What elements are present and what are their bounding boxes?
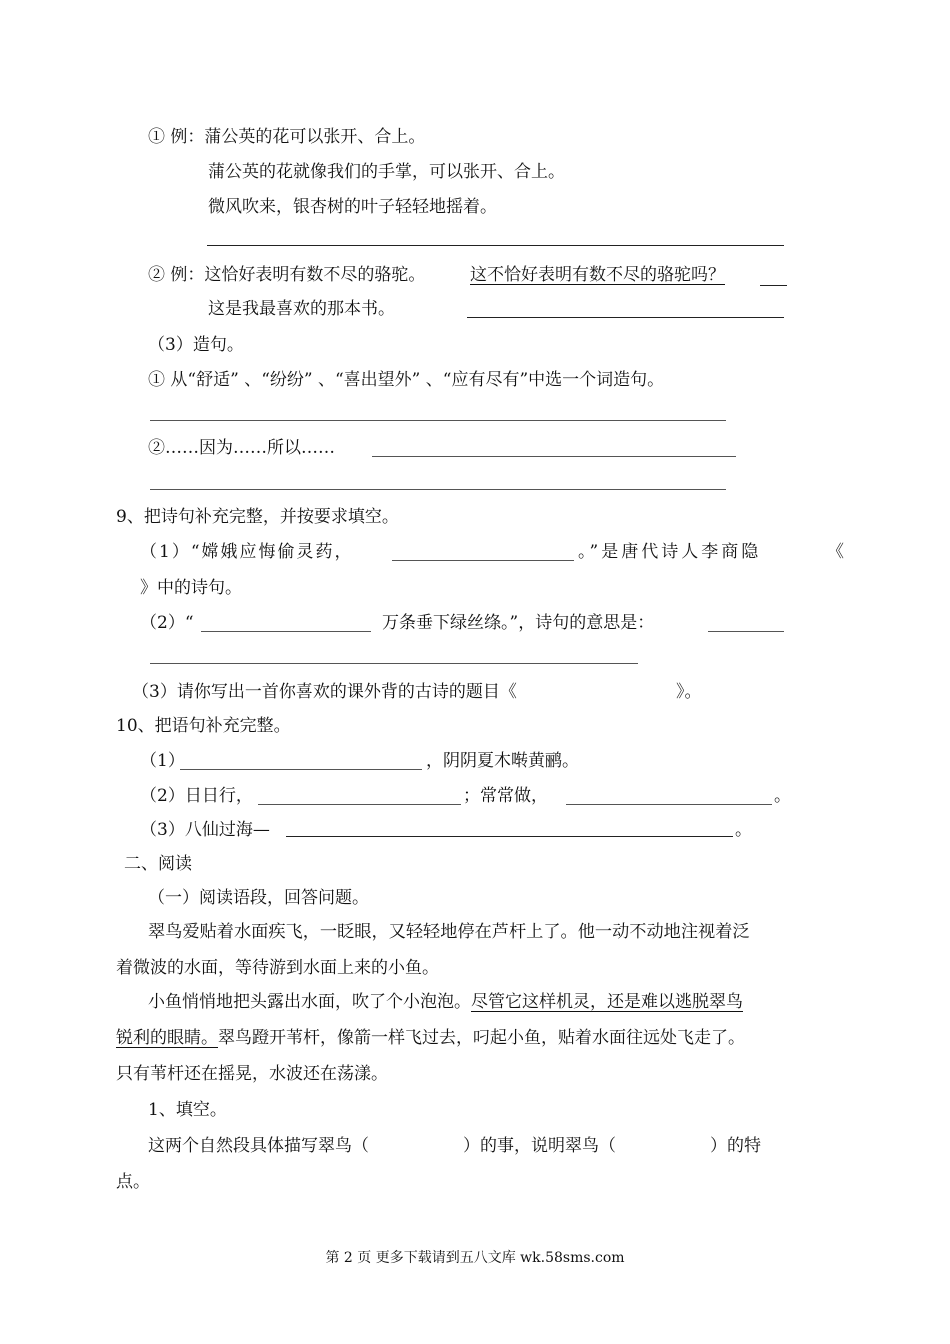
q8-s3-item2-answer-line[interactable] xyxy=(372,456,736,457)
q8-s2-prompt: 这是我最喜欢的那本书。 xyxy=(208,299,395,319)
q9-p2-a: （2）“ xyxy=(140,613,194,633)
q8-s3-item1-answer-line[interactable] xyxy=(150,420,726,421)
reading-p2-line1 xyxy=(148,991,743,1013)
q10-l2-a: （2）日日行， xyxy=(140,786,253,806)
reading-p2-underlined-end: 锐利的眼睛。 xyxy=(116,1028,218,1048)
reading-p1-line2: 着微波的水面，等待游到水面上来的小鱼。 xyxy=(116,958,439,978)
reading-q1-b: ）的事，说明翠鸟（ xyxy=(463,1136,616,1156)
reading-q1-d: 点。 xyxy=(116,1172,150,1192)
q10-l2-blank-2[interactable] xyxy=(566,804,772,805)
q10-l1-blank[interactable] xyxy=(180,769,422,770)
reading-p2-line2-b: 翠鸟蹬开苇杆，像箭一样飞过去，叼起小鱼，贴着水面往远处飞走了。 xyxy=(218,1028,745,1048)
reading-p1-line1: 翠鸟爱贴着水面疾飞，一眨眼，又轻轻地停在芦杆上了。他一动不动地注视着泛 xyxy=(148,922,750,942)
q9-p1-blank[interactable] xyxy=(392,560,574,561)
q8-s2-answer-underline-tail xyxy=(760,285,787,286)
q8-s1-prompt: 微风吹来，银杏树的叶子轻轻地摇着。 xyxy=(208,197,497,217)
q10-l3-blank[interactable] xyxy=(286,836,733,837)
q8-s3-item1: ① 从“舒适” 、“纷纷” 、“喜出望外” 、“应有尽有”中选一个词造句。 xyxy=(148,370,665,390)
q8-s2-example: ② 例：这恰好表明有数不尽的骆驼。 xyxy=(148,265,426,285)
q8-s2-answer-line[interactable] xyxy=(467,317,784,318)
q9-p2-blank[interactable] xyxy=(201,631,371,632)
reading-q1-a: 这两个自然段具体描写翠鸟（ xyxy=(148,1136,369,1156)
reading-section-title: 二、阅读 xyxy=(124,854,192,874)
reading-q1-c: ）的特 xyxy=(710,1136,761,1156)
q9-p1-a: （1）“嫦娥应悔偷灵药， xyxy=(140,542,354,562)
q8-s1-example: ① 例：蒲公英的花可以张开、合上。 xyxy=(148,127,426,147)
q9-p1-c: 《 xyxy=(827,542,844,562)
reading-p2-line1-a: 小鱼悄悄地把头露出水面，吹了个小泡泡。 xyxy=(148,992,471,1012)
q10-l3-b: 。 xyxy=(735,820,752,840)
q8-s3-item2-answer-line-2[interactable] xyxy=(150,489,726,490)
q10-l1-a: （1） xyxy=(140,751,185,771)
q9-p2-meaning-line[interactable] xyxy=(150,663,638,664)
reading-q1-line xyxy=(148,1135,761,1157)
q9-p2-b: 万条垂下绿丝绦。”，诗句的意思是： xyxy=(382,613,655,633)
q10-l2-blank-1[interactable] xyxy=(258,804,461,805)
q10-l3-a: （3）八仙过海— xyxy=(140,820,270,840)
q10-l2-c: 。 xyxy=(774,786,791,806)
q9-p3-b: 》。 xyxy=(676,682,702,702)
q9-p1-b: 。”是唐代诗人李商隐 xyxy=(578,542,762,562)
q8-s3-item2: ②……因为……所以…… xyxy=(148,438,335,458)
q9-p2-meaning-blank[interactable] xyxy=(708,631,784,632)
q8-s1-answer-line[interactable] xyxy=(207,245,784,246)
q10-l1-b: ，阴阴夏木啭黄鹂。 xyxy=(426,751,579,771)
q10-title: 10、把语句补充完整。 xyxy=(116,716,291,736)
reading-q1-title: 1、填空。 xyxy=(148,1100,227,1120)
q9-p1-d: 》中的诗句。 xyxy=(140,578,242,598)
q8-s1-model: 蒲公英的花就像我们的手掌，可以张开、合上。 xyxy=(208,162,565,182)
q8-s3-title: （3）造句。 xyxy=(148,335,244,355)
q10-l2-b: ；常常做， xyxy=(463,786,548,806)
q9-p3-a: （3）请你写出一首你喜欢的课外背的古诗的题目《 xyxy=(132,682,517,702)
reading-p2-line3: 只有苇杆还在摇晃，水波还在荡漾。 xyxy=(116,1064,388,1084)
reading-p2-underlined-sentence: 尽管它这样机灵，还是难以逃脱翠鸟 xyxy=(471,992,743,1012)
q8-s2-answer: 这不恰好表明有数不尽的骆驼吗？ xyxy=(470,265,725,285)
page-footer: 第 2 页 更多下载请到五八文库 wk.58sms.com xyxy=(325,1250,625,1266)
q9-title: 9、把诗句补充完整，并按要求填空。 xyxy=(116,507,399,527)
reading-p2-line2 xyxy=(116,1027,745,1049)
reading-subtitle: （一）阅读语段，回答问题。 xyxy=(148,888,369,908)
